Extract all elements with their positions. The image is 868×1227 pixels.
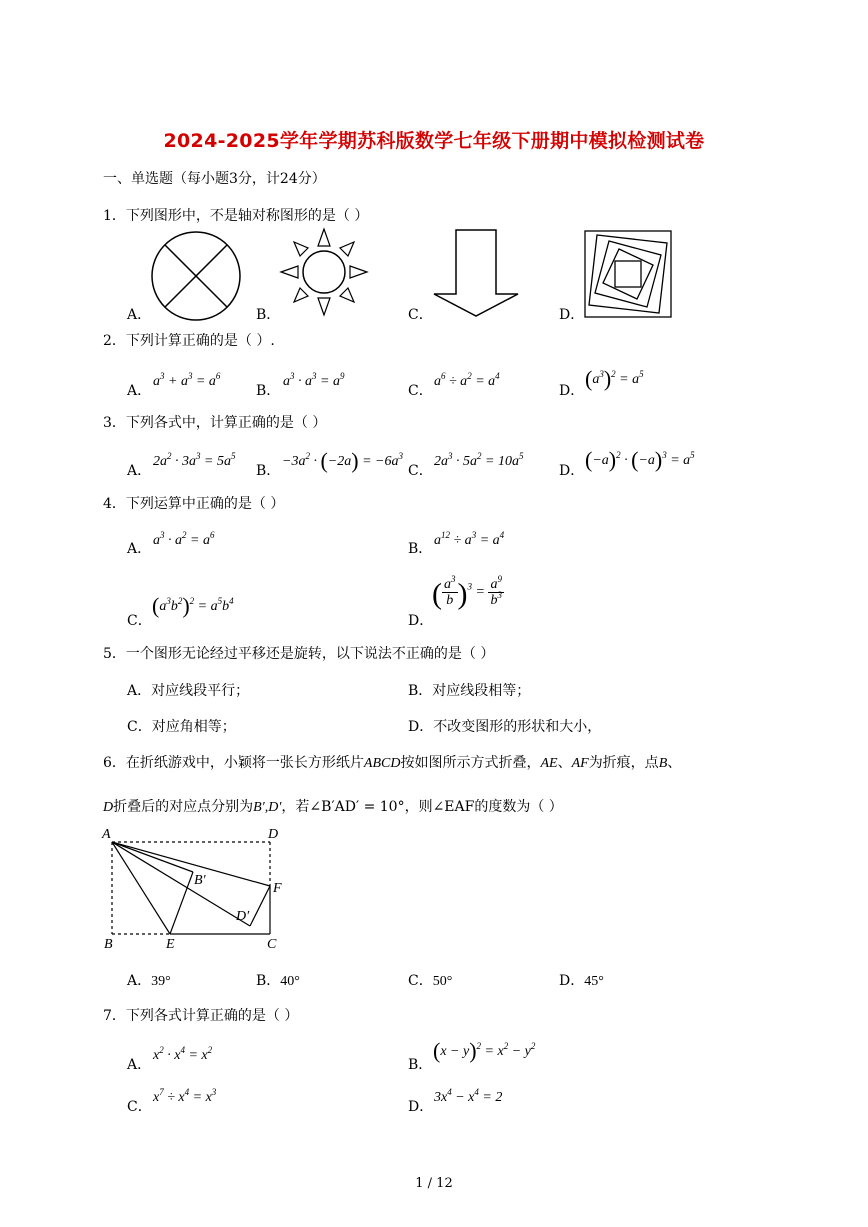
- q3-stem: 3．下列各式中，计算正确的是（ ）: [103, 415, 327, 431]
- fig-label-c: C: [267, 937, 277, 952]
- q6-option-b: B．40°: [256, 973, 300, 989]
- q4-option-d-math: ( $\frac{a^3}{b}$ )$^3$ = $\frac{a^9}{b^3}$: [432, 574, 502, 611]
- q1-option-b: B．: [256, 307, 281, 323]
- q5-option-c: C．对应角相等；: [127, 719, 236, 735]
- q2-stem: 2．下列计算正确的是（ ）.: [103, 333, 275, 349]
- q4-option-c: C．: [127, 613, 152, 629]
- q1-option-c: C．: [408, 307, 433, 323]
- q7-option-d: D．: [408, 1099, 434, 1115]
- q6-line2: D折叠后的对应点分别为B′,D′，若∠B′AD′ = 10°，则∠EAF的度数为（ ）: [103, 799, 563, 815]
- q7-option-b-math: $(x - y)^2 = x^2 - y^2$: [433, 1038, 536, 1063]
- q5-option-b: B．对应线段相等；: [408, 683, 531, 699]
- q3-option-d: D．: [559, 463, 585, 479]
- q4-option-d: D．: [408, 613, 434, 629]
- q3-option-b-math: $-3a^2 \cdot (-2a) = -6a^3$: [282, 448, 403, 473]
- q7-option-c-math: $x^7 \div x^4 = x^3$: [153, 1087, 217, 1105]
- q3-option-a: A．: [127, 463, 152, 479]
- q2-option-c-math: $a^6 \div a^2 = a^4$: [434, 371, 500, 389]
- q5-option-a: A．对应线段平行；: [127, 683, 250, 699]
- q2-option-d: D．: [559, 383, 585, 399]
- fig-label-e: E: [166, 937, 175, 952]
- q6-option-d: D．45°: [559, 973, 604, 989]
- q3-option-a-math: $2a^2 \cdot 3a^3 = 5a^5$: [153, 451, 236, 469]
- fig-label-d: D: [268, 827, 279, 842]
- q6-option-a: A．39°: [127, 973, 171, 989]
- q1-option-a: A．: [127, 307, 152, 323]
- q2-option-b: B．: [256, 383, 281, 399]
- q1-stem: 1．下列图形中，不是轴对称图形的是（ ）: [103, 208, 369, 224]
- q1-figure-b-sun: [278, 226, 370, 318]
- q4-option-a-math: $a^3 \cdot a^2 = a^6$: [153, 530, 215, 548]
- q7-stem: 7．下列各式计算正确的是（ ）: [103, 1008, 299, 1024]
- q4-option-b: B．: [408, 541, 433, 557]
- fig-label-d-prime: D′: [236, 909, 250, 924]
- q1-figure-a-circle-cross: [150, 230, 242, 322]
- q7-option-d-math: $3x^4 - x^4 = 2$: [434, 1087, 503, 1105]
- q5-stem: 5．一个图形无论经过平移还是旋转，以下说法不正确的是（ ）: [103, 646, 495, 662]
- fig-label-a: A: [102, 827, 111, 842]
- q3-option-b: B．: [256, 463, 281, 479]
- q2-option-a-math: $a^3 + a^3 = a^6$: [153, 371, 221, 389]
- q7-option-c: C．: [127, 1099, 152, 1115]
- q5-option-d: D．不改变图形的形状和大小，: [408, 719, 602, 735]
- q4-stem: 4．下列运算中正确的是（ ）: [103, 496, 285, 512]
- q3-option-c: C．: [408, 463, 433, 479]
- page-number: 1 / 12: [415, 1176, 453, 1191]
- q2-option-b-math: $a^3 \cdot a^3 = a^9$: [283, 371, 345, 389]
- q6-line1: 6．在折纸游戏中，小颖将一张长方形纸片ABCD按如图所示方式折叠，AE、AF为折痕，点B、: [103, 755, 682, 771]
- q4-option-a: A．: [127, 541, 152, 557]
- fig-label-b: B: [104, 937, 113, 952]
- q6-folding-figure: [100, 824, 300, 954]
- page-title: 2024-2025学年学期苏科版数学七年级下册期中模拟检测试卷: [163, 130, 705, 152]
- q7-option-b: B．: [408, 1057, 433, 1073]
- q6-option-c: C．50°: [408, 973, 453, 989]
- q1-figure-c-down-arrow: [430, 229, 522, 321]
- q1-option-d: D．: [559, 307, 585, 323]
- q2-option-a: A．: [127, 383, 152, 399]
- q4-option-c-math: $(a^3b^2)^2 = a^5b^4$: [152, 593, 234, 618]
- q2-option-d-math: $(a^3)^2 = a^5$: [585, 366, 644, 391]
- q1-figure-d-nested-squares: [583, 229, 675, 321]
- q4-option-b-math: $a^{12} \div a^3 = a^4$: [434, 530, 505, 548]
- section-heading: 一、单选题（每小题3分，计24分）: [103, 171, 326, 187]
- q3-option-c-math: $2a^3 \cdot 5a^2 = 10a^5$: [434, 451, 524, 469]
- fig-label-b-prime: B′: [194, 873, 206, 888]
- q3-option-d-math: $(-a)^2 \cdot (-a)^3 = a^5$: [585, 447, 695, 472]
- q7-option-a: A．: [127, 1057, 152, 1073]
- q2-option-c: C．: [408, 383, 433, 399]
- fig-label-f: F: [273, 881, 282, 896]
- q7-option-a-math: $x^2 \cdot x^4 = x^2$: [153, 1045, 213, 1063]
